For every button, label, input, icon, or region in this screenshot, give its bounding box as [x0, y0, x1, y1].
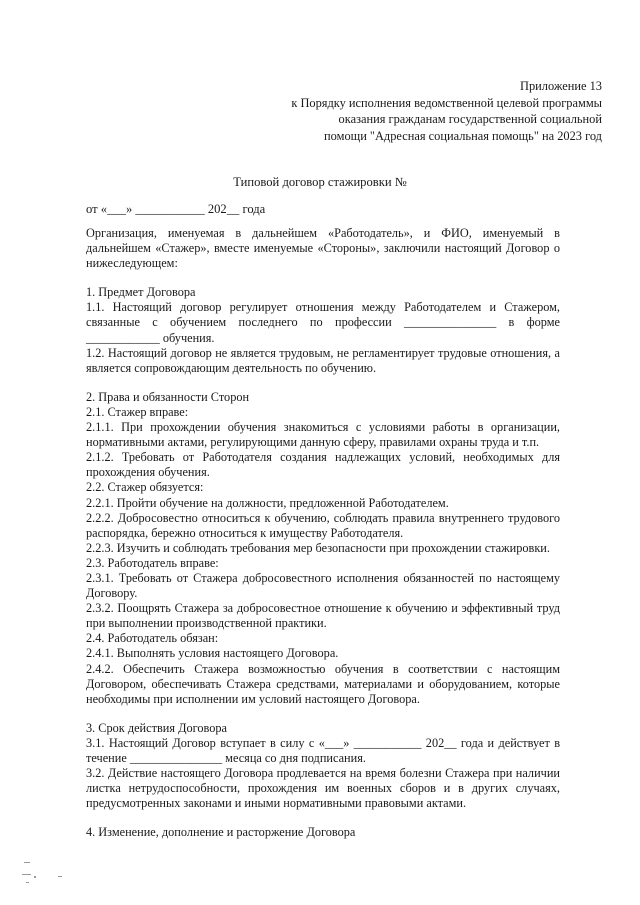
clause-paragraph: 2.4.2. Обеспечить Стажера возможностью обучения в соответствии с настоящим Договором, обеспечивать Стажера средствами, материалами и оборудованием, которые необходимы при исполнении им условий настоящего Договора.	[86, 661, 560, 706]
subsection-heading: 2.4. Работодатель обязан:	[86, 631, 219, 646]
clause-paragraph: 2.1.1. При прохождении обучения знакомиться с условиями работы в организации, нормативными актами, регулирующими данную сферу, правилами охраны труда и т.п.	[86, 420, 560, 450]
intro-paragraph: Организация, именуемая в дальнейшем «Работодатель», и ФИО, именуемый в дальнейшем «Стажер», вместе именуемые «Стороны», заключили настоящий Договор о нижеследующем:	[86, 226, 560, 271]
appendix-line: оказания гражданам государственной социальной	[338, 112, 602, 126]
section-heading: 4. Изменение, дополнение и расторжение Договора	[86, 825, 356, 840]
subsection-heading: 2.1. Стажер вправе:	[86, 404, 189, 419]
clause-paragraph: 2.4.1. Выполнять условия настоящего Договора.	[86, 646, 339, 661]
clause-paragraph: 2.2.1. Пройти обучение на должности, предложенной Работодателем.	[86, 495, 449, 510]
clause-paragraph: 1.2. Настоящий договор не является трудовым, не регламентирует трудовые отношения, а является сопровождающим деятельность по обучению.	[86, 345, 560, 375]
appendix-line: к Порядку исполнения ведомственной целевой программы	[291, 95, 602, 110]
document-title: Типовой договор стажировки №	[233, 175, 407, 189]
clause-paragraph: 3.1. Настоящий Договор вступает в силу с «___» ___________ 202__ года и действует в течение _______________ месяца со дня подписания.	[86, 735, 560, 765]
clause-paragraph: 2.2.3. Изучить и соблюдать требования мер безопасности при прохождении стажировки.	[86, 540, 550, 555]
clause-paragraph: 2.3.2. Поощрять Стажера за добросовестное отношение к обучению и эффективный труд при выполнении производственной практики.	[86, 601, 560, 631]
section-heading: 2. Права и обязанности Сторон	[86, 389, 250, 404]
section-heading: 1. Предмет Договора	[86, 285, 196, 300]
clause-paragraph: 2.2.2. Добросовестно относиться к обучению, соблюдать правила внутреннего трудового распорядка, бережно относиться к имуществу Работодателя.	[86, 510, 560, 540]
clause-paragraph: 1.1. Настоящий договор регулирует отношения между Работодателем и Стажером, связанные с обучением последнего по профессии _______________ в форме ____________ обучения.	[86, 300, 560, 345]
clause-paragraph: 3.2. Действие настоящего Договора продлевается на время болезни Стажера при наличии листка нетрудоспособности, прохождения им военных сборов и в других случаях, предусмотренных законами и иными нормативными правовыми актами.	[86, 766, 560, 811]
scan-artifacts	[22, 860, 82, 890]
subsection-heading: 2.2. Стажер обязуется:	[86, 480, 204, 495]
appendix-line: помощи "Адресная социальная помощь" на 2023 год	[324, 128, 602, 143]
appendix-header	[182, 78, 602, 144]
subsection-heading: 2.3. Работодатель вправе:	[86, 555, 219, 570]
section-heading: 3. Срок действия Договора	[86, 720, 227, 735]
appendix-number: Приложение 13	[520, 79, 602, 93]
clause-paragraph: 2.3.1. Требовать от Стажера добросовестного исполнения обязанностей по настоящему Договору.	[86, 570, 560, 601]
clause-paragraph: 2.1.2. Требовать от Работодателя создания надлежащих условий, необходимых для прохождения обучения.	[86, 450, 560, 480]
contract-date-line: от «___» ___________ 202__ года	[86, 202, 266, 216]
document-body	[86, 226, 560, 840]
